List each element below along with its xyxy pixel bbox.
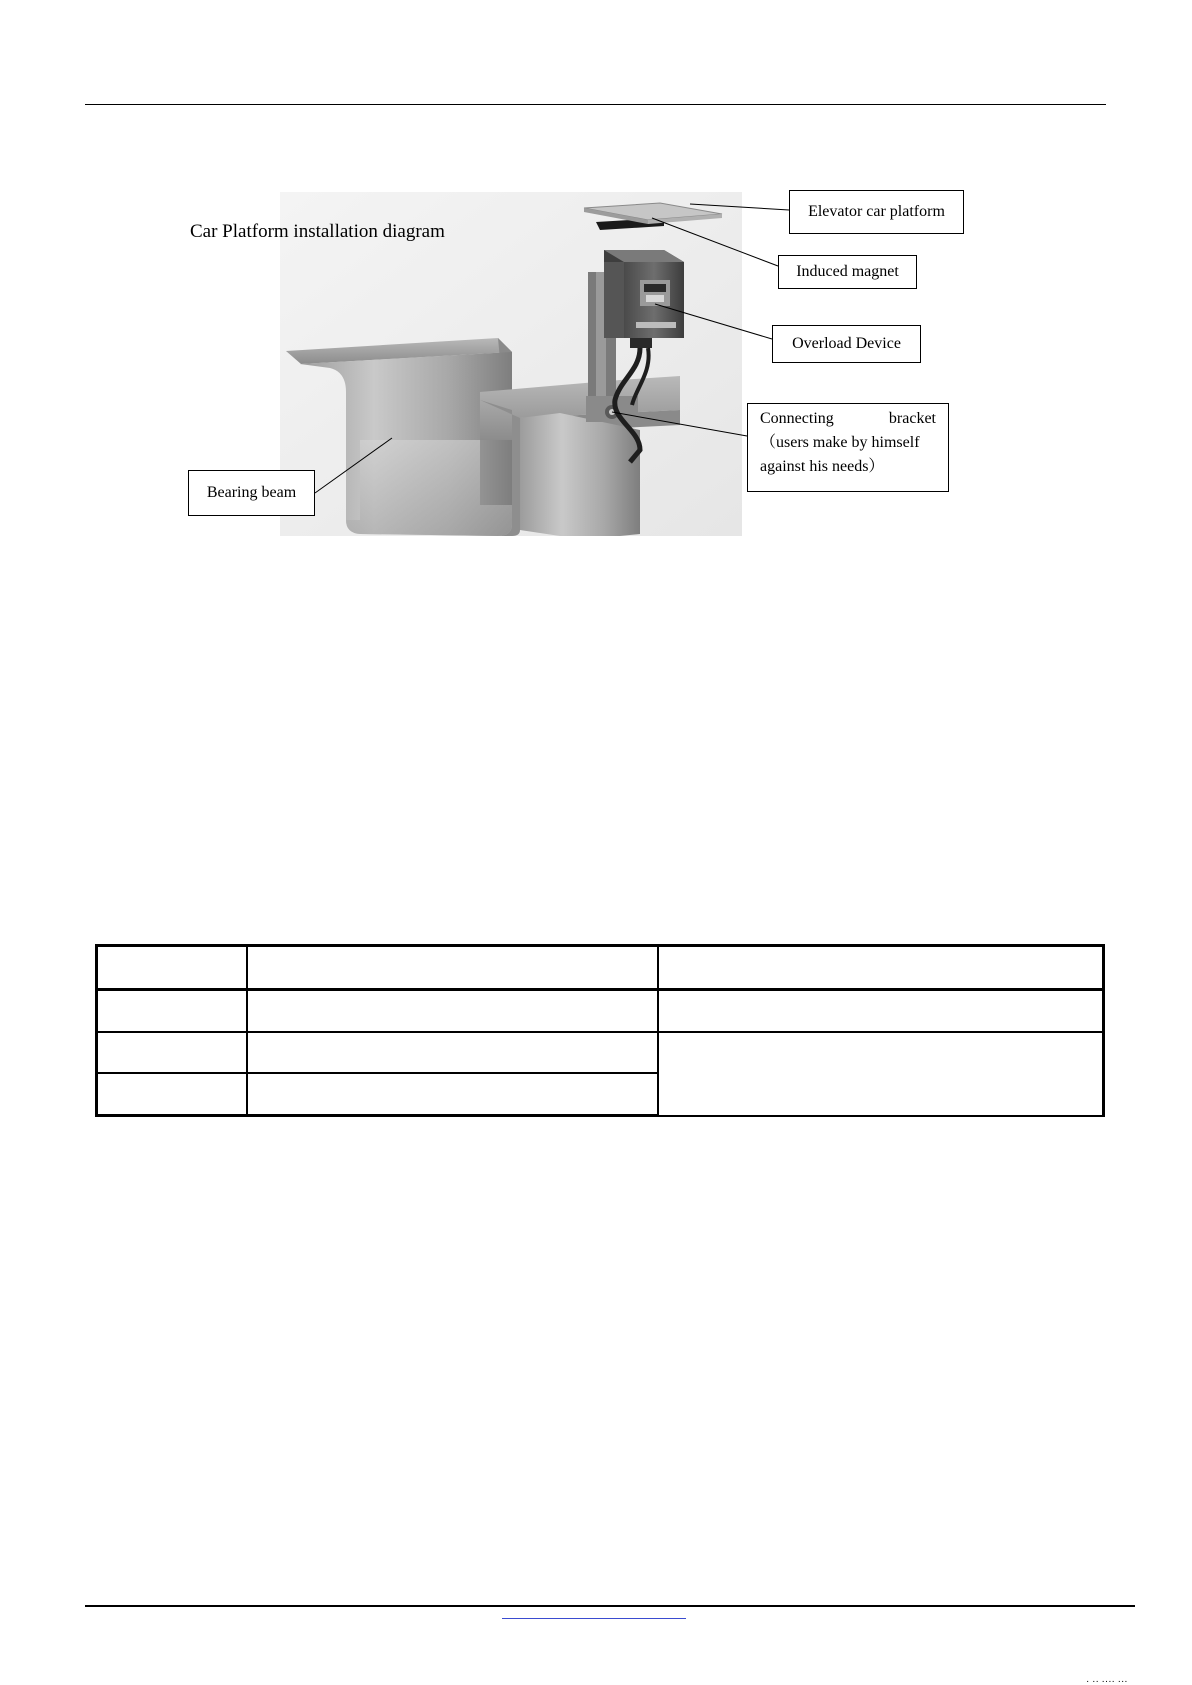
table-cell bbox=[247, 1032, 658, 1073]
callout-induced-magnet: Induced magnet bbox=[778, 255, 917, 289]
table-row bbox=[97, 946, 1104, 990]
callout-bearing-beam: Bearing beam bbox=[188, 470, 315, 516]
table-row bbox=[97, 990, 1104, 1033]
table-cell bbox=[658, 946, 1104, 990]
callout-bracket-line2: （users make by himself bbox=[760, 434, 920, 451]
footer-link[interactable] bbox=[502, 1600, 686, 1619]
table-cell bbox=[658, 990, 1104, 1033]
table-cell bbox=[97, 946, 247, 990]
table-cell bbox=[247, 946, 658, 990]
table-cell bbox=[97, 1032, 247, 1073]
corner-text: · ·· ···· ··· bbox=[1086, 1678, 1128, 1685]
table-row bbox=[97, 1032, 1104, 1073]
callout-bracket-word1: Connecting bbox=[760, 410, 834, 427]
spec-table bbox=[95, 944, 1105, 1117]
table-cell bbox=[97, 990, 247, 1033]
callout-bracket-line1 bbox=[760, 407, 936, 431]
callout-bracket-word2: bracket bbox=[888, 410, 936, 427]
table-cell bbox=[247, 990, 658, 1033]
table-cell bbox=[247, 1073, 658, 1116]
callout-elevator-car-platform: Elevator car platform bbox=[789, 190, 964, 234]
callout-connecting-bracket bbox=[747, 403, 949, 492]
table-cell bbox=[97, 1073, 247, 1116]
overload-device-shape bbox=[604, 250, 684, 348]
figure-caption: Car Platform installation diagram bbox=[190, 221, 445, 242]
installation-diagram bbox=[0, 0, 1192, 560]
table-cell-merged bbox=[658, 1032, 1104, 1116]
callout-bracket-line3: against his needs） bbox=[760, 458, 885, 475]
callout-overload-device: Overload Device bbox=[772, 325, 921, 363]
